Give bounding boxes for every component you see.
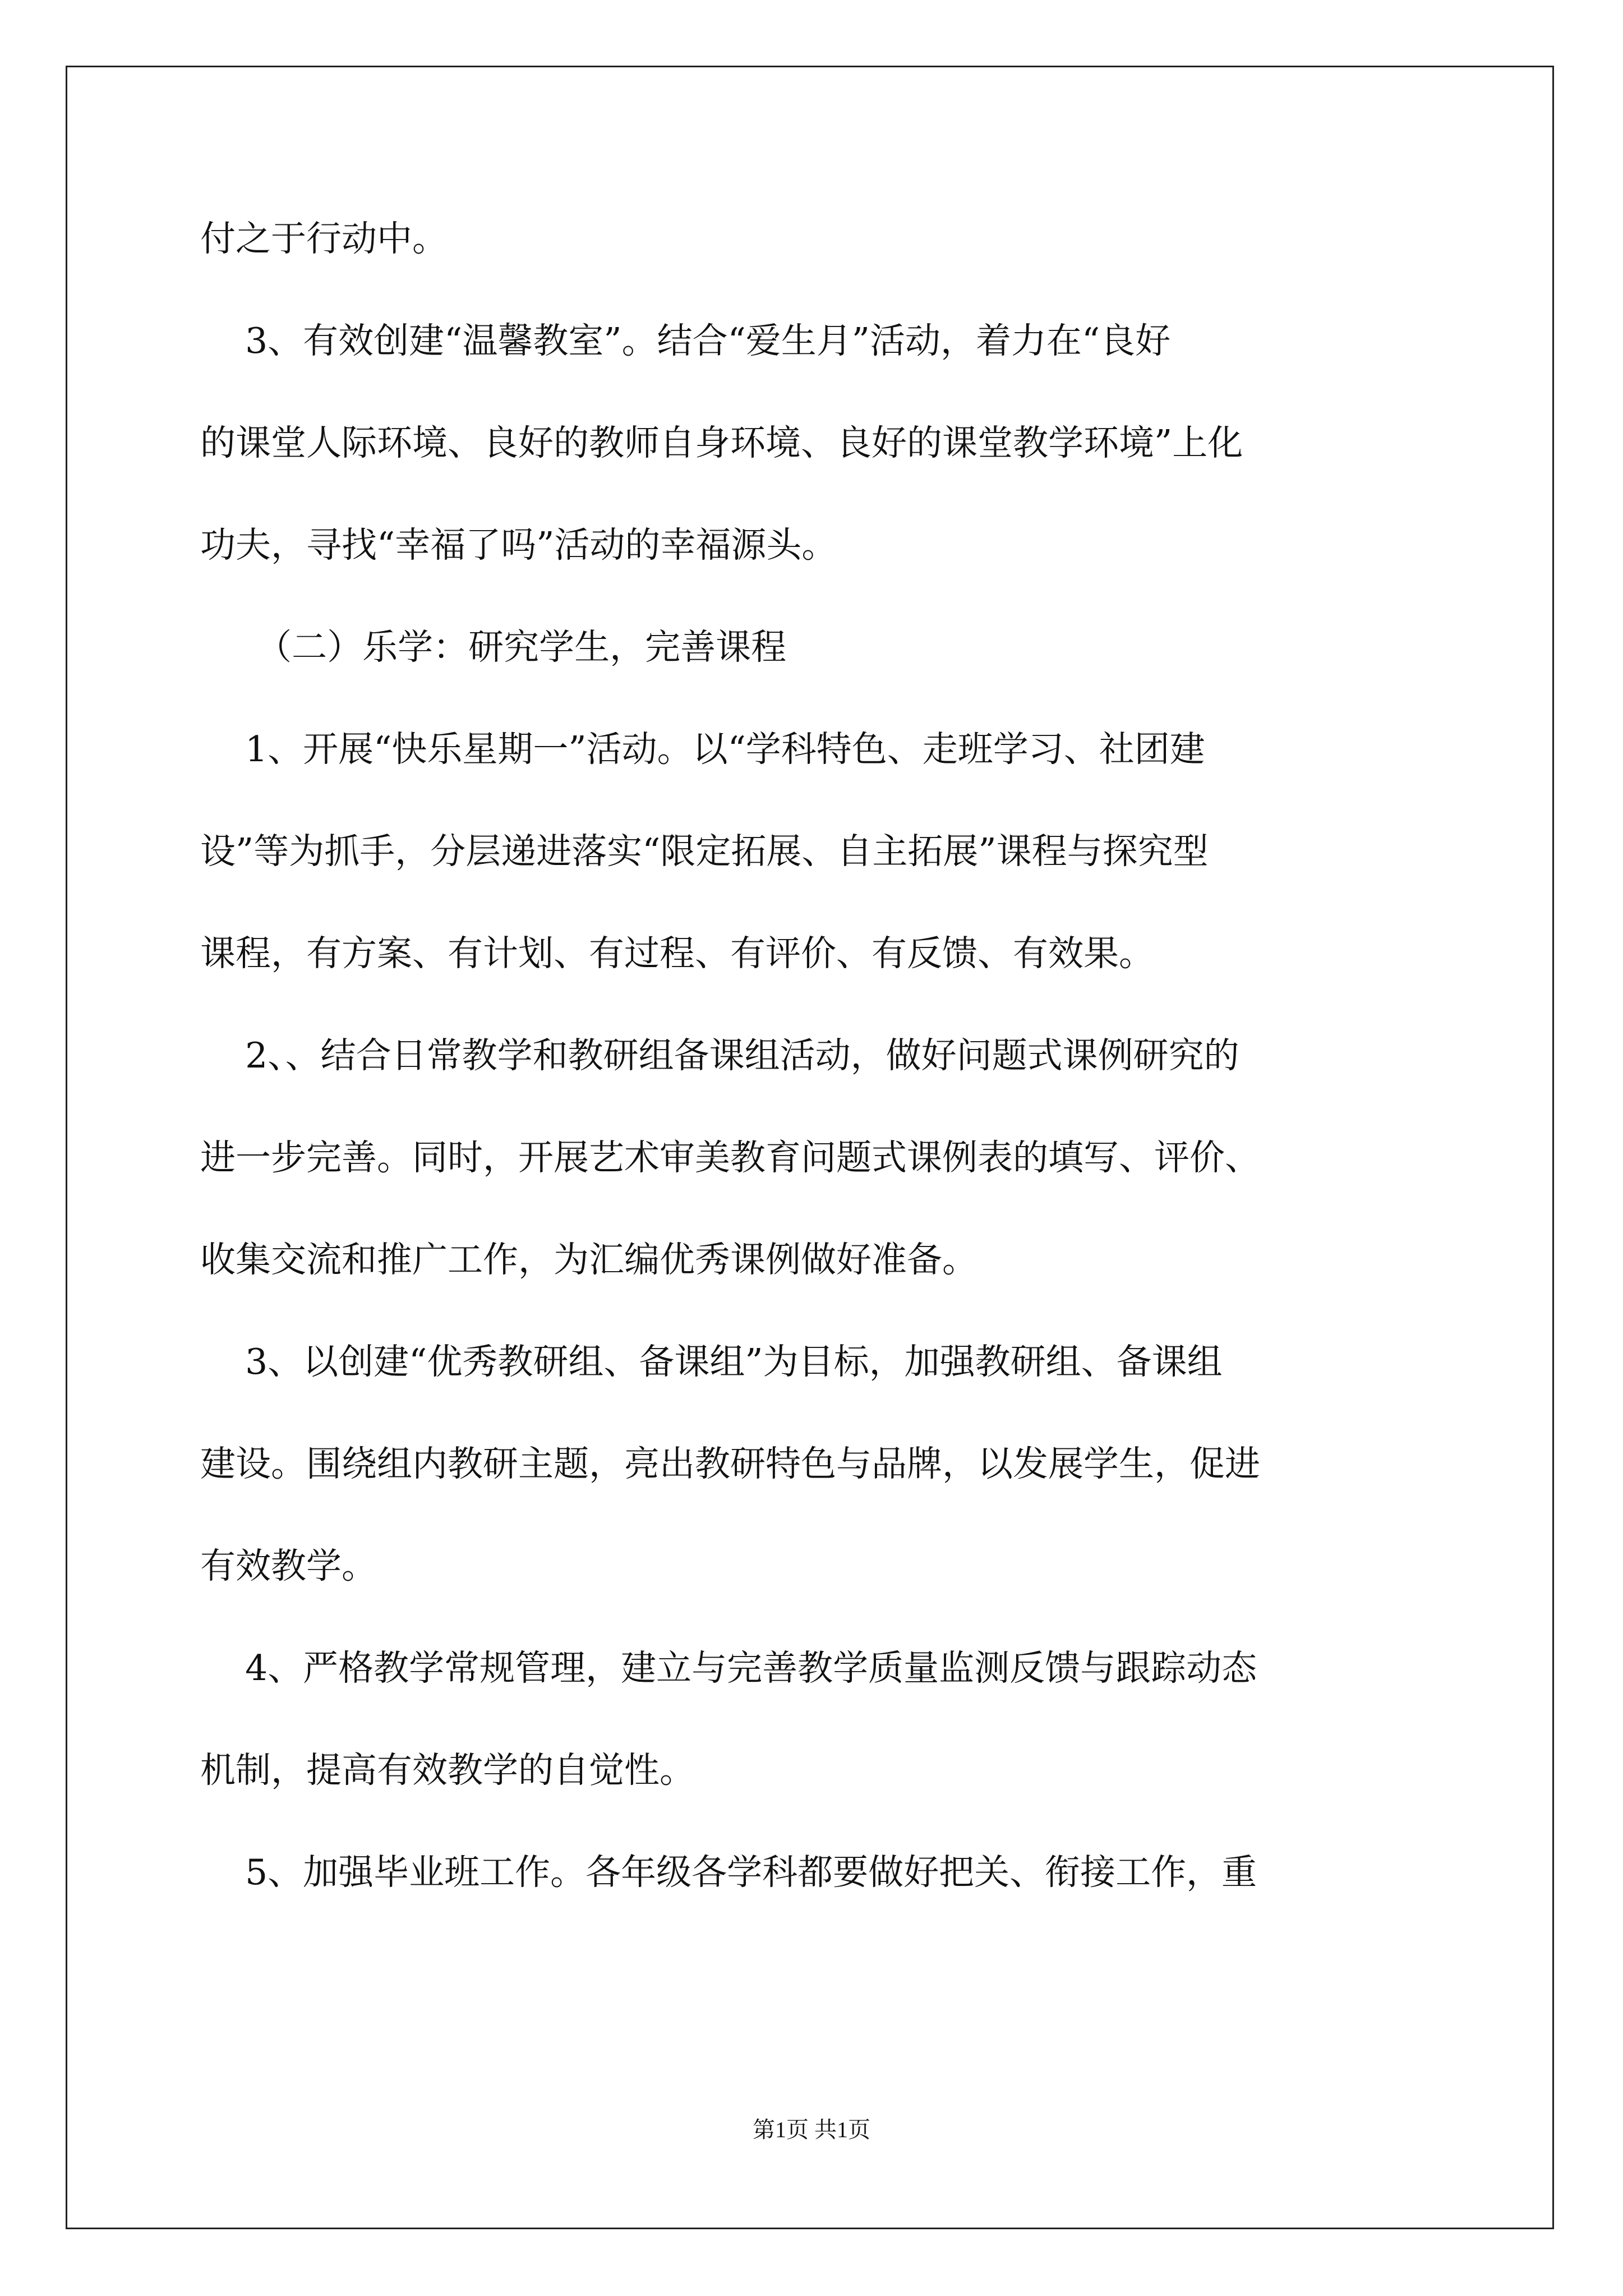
- heading-line: （二）乐学：研究学生，完善课程: [200, 627, 787, 668]
- text-line: 收集交流和推广工作，为汇编优秀课例做好准备。: [200, 1239, 978, 1280]
- text-line: 2、、结合日常教学和教研组备课组活动，做好问题式课例研究的: [200, 1035, 1239, 1076]
- document-body: [200, 213, 1420, 1898]
- text-line: 机制，提高有效教学的自觉性。: [200, 1750, 695, 1791]
- text-line: 建设。围绕组内教研主题，亮出教研特色与品牌，以发展学生，促进: [200, 1443, 1260, 1484]
- paragraph-5: [200, 1336, 1420, 1592]
- page-footer: [0, 2112, 1623, 2144]
- paragraph-6: [200, 1642, 1420, 1796]
- text-line: 4、严格教学常规管理，建立与完善教学质量监测反馈与跟踪动态: [200, 1648, 1257, 1688]
- paragraph-2: [200, 315, 1420, 571]
- text-line: 功夫，寻找“幸福了吗”活动的幸福源头。: [200, 524, 837, 565]
- text-line: 的课堂人际环境、良好的教师自身环境、良好的课堂教学环境”上化: [200, 422, 1243, 463]
- text-line: 5、加强毕业班工作。各年级各学科都要做好把关、衔接工作，重: [200, 1852, 1257, 1893]
- section-heading: [200, 622, 1420, 673]
- text-line: 课程，有方案、有计划、有过程、有评价、有反馈、有效果。: [200, 933, 1154, 974]
- paragraph-3: [200, 724, 1420, 979]
- text-line: 3、有效创建“温馨教室”。结合“爱生月”活动，着力在“良好: [200, 320, 1171, 361]
- text-line: 3、以创建“优秀教研组、备课组”为目标，加强教研组、备课组: [200, 1341, 1223, 1382]
- paragraph-1: [200, 213, 1420, 265]
- page-number: 第1页 共1页: [753, 2117, 870, 2142]
- text-line: 进一步完善。同时，开展艺术审美教育问题式课例表的填写、评价、: [200, 1137, 1260, 1178]
- text-line: 付之于行动中。: [200, 218, 448, 259]
- paragraph-7: [200, 1847, 1420, 1898]
- text-line: 设”等为抓手，分层递进落实“限定拓展、自主拓展”课程与探究型: [200, 831, 1209, 872]
- text-line: 有效教学。: [200, 1545, 377, 1586]
- paragraph-4: [200, 1030, 1420, 1286]
- text-line: 1、开展“快乐星期一”活动。以“学科特色、走班学习、社团建: [200, 729, 1205, 770]
